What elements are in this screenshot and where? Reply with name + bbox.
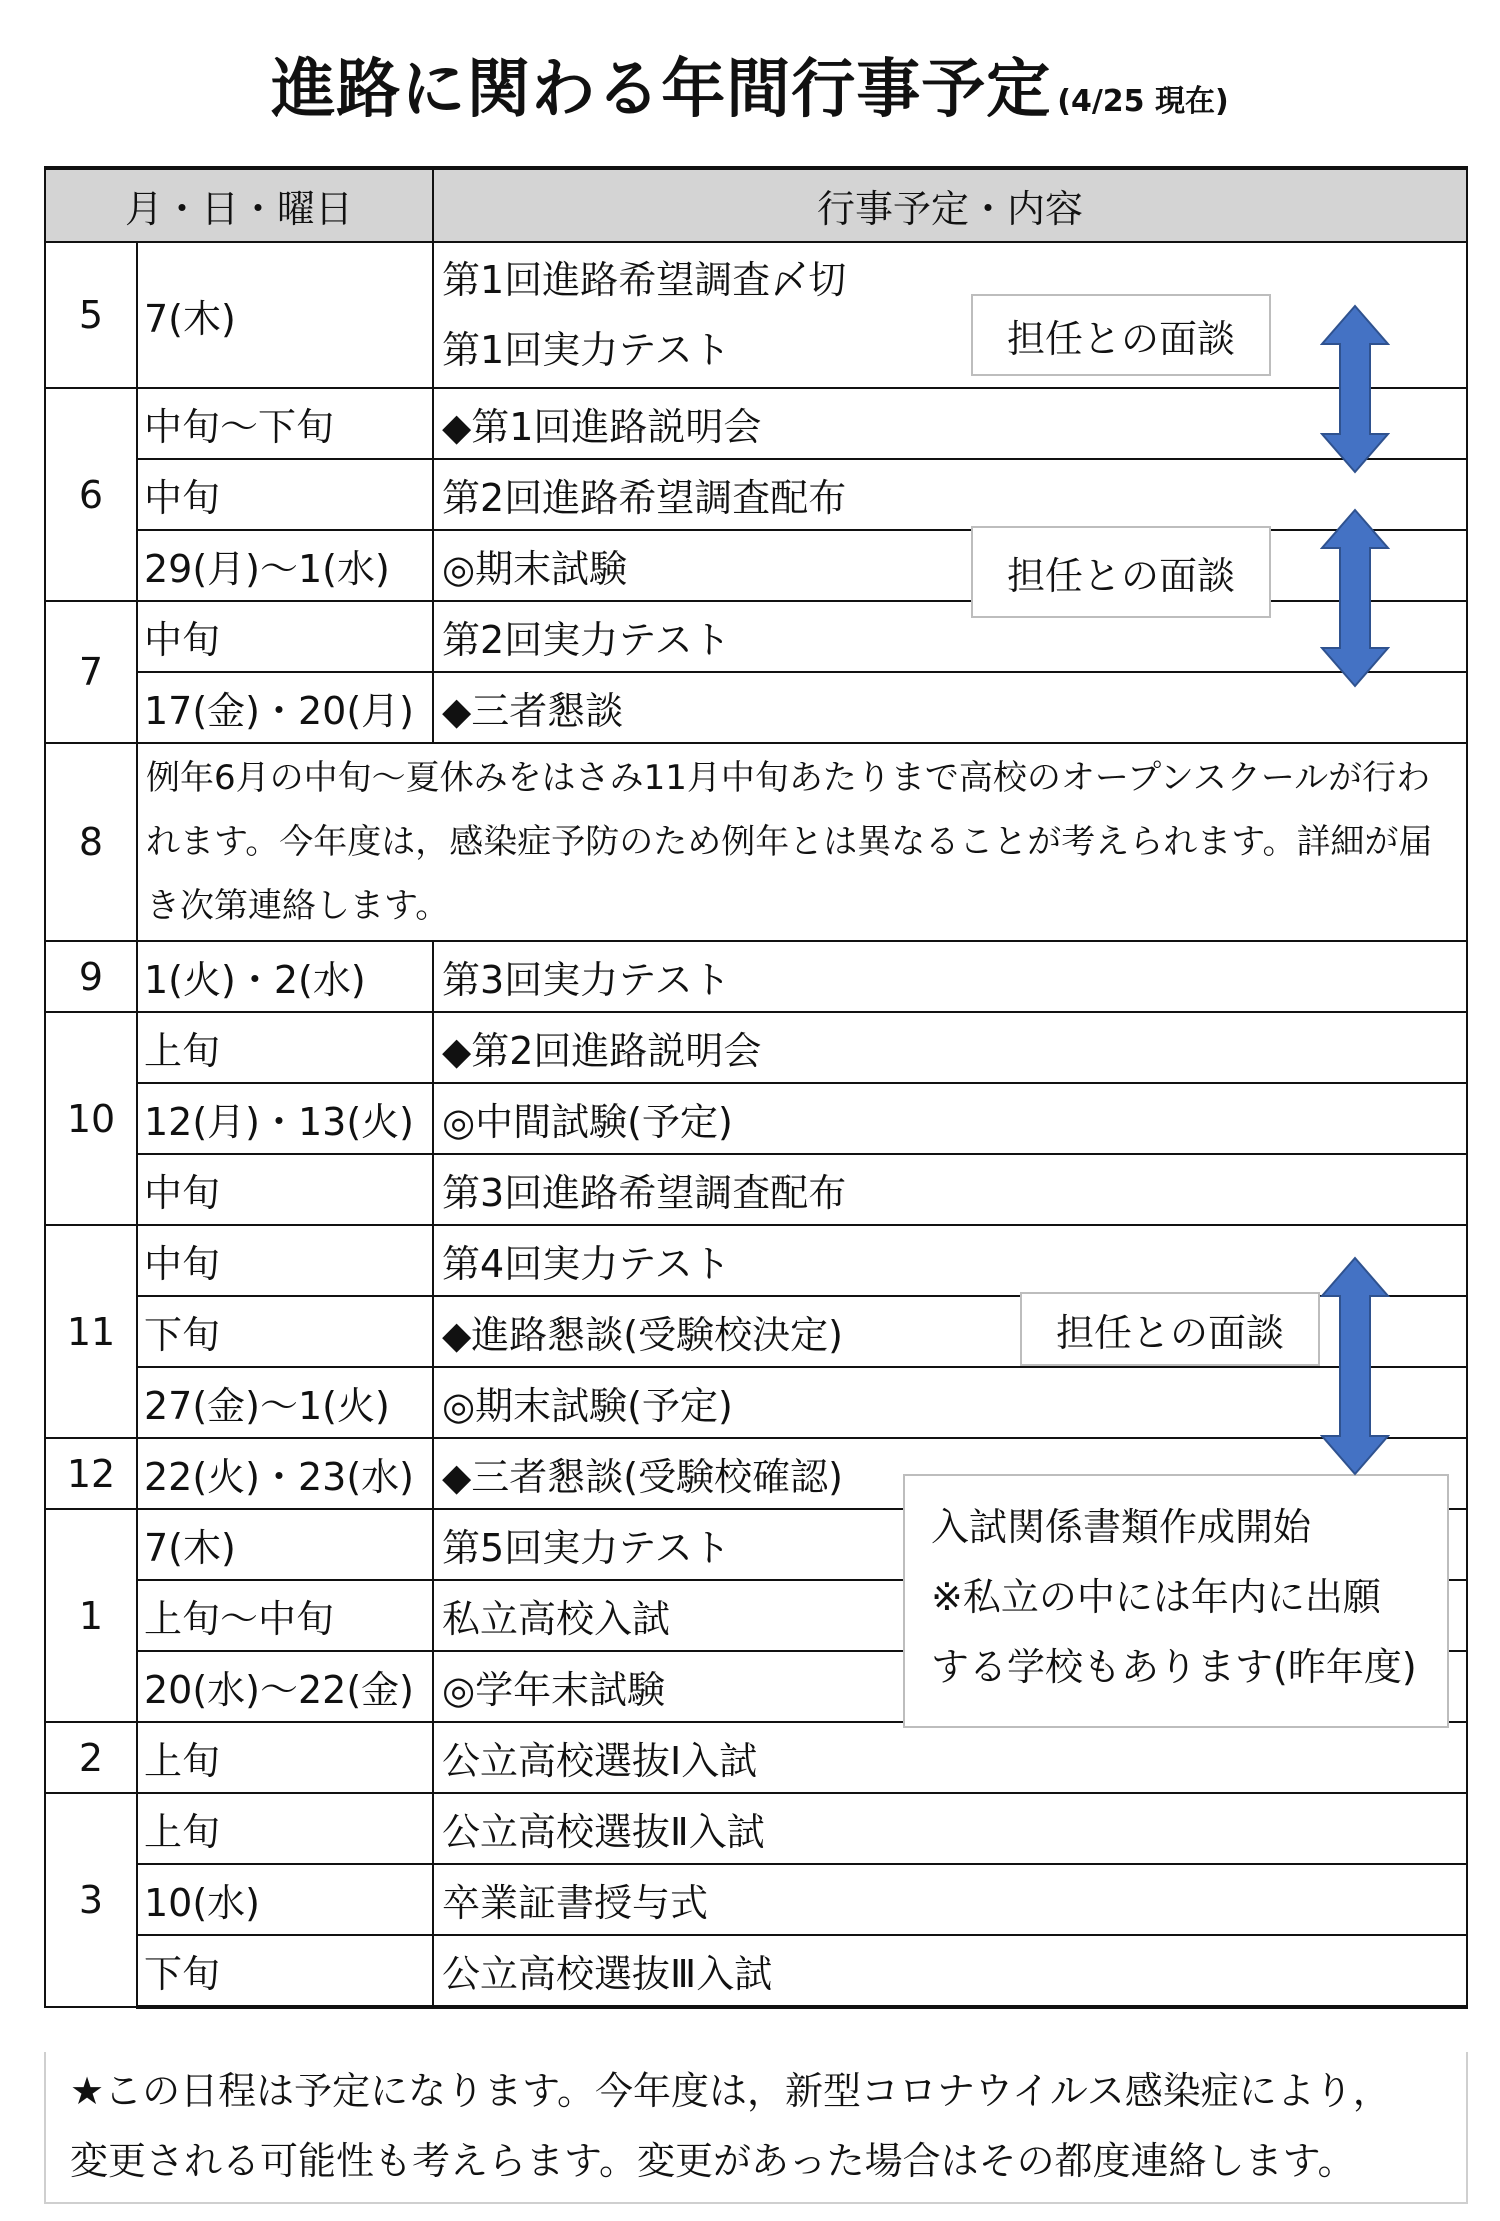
table-row [45, 672, 1467, 743]
event-cell: 私立高校入試 [433, 1580, 1467, 1651]
month-cell: 10 [45, 1012, 137, 1225]
table-row [45, 388, 1467, 459]
teacher-meeting-callout: 担任との面談 [971, 294, 1271, 376]
date-cell: 17(金)・20(月) [137, 672, 433, 743]
double-arrow-icon [1320, 1256, 1390, 1476]
event-line: 第1回進路希望調査〆切 [442, 258, 847, 302]
date-cell: 中旬 [137, 459, 433, 530]
table-row [45, 1935, 1467, 2007]
callout-line: ※私立の中には年内に出願 [931, 1575, 1381, 1619]
table-row [45, 941, 1467, 1012]
callout-line: する学校もあります(昨年度) [931, 1645, 1417, 1689]
date-cell: 下旬 [137, 1935, 433, 2007]
event-line: 第1回実力テスト [442, 328, 731, 372]
event-cell: ◆進路懇談(受験校決定) [433, 1296, 1467, 1367]
event-cell: 公立高校選抜Ⅲ入試 [433, 1935, 1467, 2007]
month-cell: 2 [45, 1722, 137, 1793]
date-cell: 1(火)・2(水) [137, 941, 433, 1012]
header-date: 月・日・曜日 [45, 168, 433, 242]
table-header-row [45, 168, 1467, 242]
month-cell: 7 [45, 601, 137, 743]
date-cell: 下旬 [137, 1296, 433, 1367]
date-cell: 中旬 [137, 1154, 433, 1225]
event-cell: 第2回実力テスト [433, 601, 1467, 672]
date-cell: 20(水)〜22(金) [137, 1651, 433, 1722]
event-cell [433, 242, 1467, 388]
table-row [45, 1083, 1467, 1154]
page-title [0, 38, 1500, 130]
title-main: 進路に関わる年間行事予定 [271, 53, 1052, 127]
date-cell: 29(月)〜1(水) [137, 530, 433, 601]
date-cell: 27(金)〜1(火) [137, 1367, 433, 1438]
event-cell: 卒業証書授与式 [433, 1864, 1467, 1935]
event-cell: 第3回実力テスト [433, 941, 1467, 1012]
table-row [45, 1864, 1467, 1935]
date-cell: 中旬 [137, 601, 433, 672]
table-row [45, 459, 1467, 530]
event-cell: 第5回実力テスト [433, 1509, 1467, 1580]
schedule-table [44, 166, 1468, 2009]
table-row [45, 1367, 1467, 1438]
table-row [45, 1722, 1467, 1793]
table-row [45, 1793, 1467, 1864]
footer-note [44, 2052, 1468, 2204]
date-cell: 中旬〜下旬 [137, 388, 433, 459]
date-cell: 10(水) [137, 1864, 433, 1935]
table-row [45, 1154, 1467, 1225]
event-cell: ◎中間試験(予定) [433, 1083, 1467, 1154]
date-cell: 上旬 [137, 1722, 433, 1793]
date-cell: 中旬 [137, 1225, 433, 1296]
event-cell: 第4回実力テスト [433, 1225, 1467, 1296]
month-cell: 1 [45, 1509, 137, 1722]
double-arrow-icon [1320, 304, 1390, 474]
exam-documents-callout [903, 1474, 1449, 1728]
event-cell: 公立高校選抜Ⅰ入試 [433, 1722, 1467, 1793]
teacher-meeting-callout: 担任との面談 [1020, 1292, 1320, 1366]
event-cell: ◎期末試験 [433, 530, 1467, 601]
month-cell: 9 [45, 941, 137, 1012]
date-cell: 上旬 [137, 1012, 433, 1083]
date-cell: 22(火)・23(水) [137, 1438, 433, 1509]
title-date-note: (4/25 現在) [1057, 84, 1229, 119]
open-school-note: 例年6月の中旬〜夏休みをはさみ11月中旬あたりまで高校のオープンスクールが行われます。今年度は，感染症予防のため例年とは異なることが考えられます。詳細が届き次第連絡します。 [137, 743, 1467, 941]
event-cell: ◆第1回進路説明会 [433, 388, 1467, 459]
event-cell: 第2回進路希望調査配布 [433, 459, 1467, 530]
event-cell: ◆第2回進路説明会 [433, 1012, 1467, 1083]
date-cell: 上旬 [137, 1793, 433, 1864]
month-cell: 6 [45, 388, 137, 601]
month-cell: 12 [45, 1438, 137, 1509]
event-cell: 公立高校選抜Ⅱ入試 [433, 1793, 1467, 1864]
date-cell: 7(木) [137, 1509, 433, 1580]
month-cell: 3 [45, 1793, 137, 2007]
event-cell: ◎学年末試験 [433, 1651, 1467, 1722]
date-cell: 12(月)・13(火) [137, 1083, 433, 1154]
date-cell: 7(木) [137, 242, 433, 388]
table-row [45, 1012, 1467, 1083]
date-cell: 上旬〜中旬 [137, 1580, 433, 1651]
teacher-meeting-callout: 担任との面談 [971, 526, 1271, 618]
event-cell: 第3回進路希望調査配布 [433, 1154, 1467, 1225]
footer-line: 変更される可能性も考えらます。変更があった場合はその都度連絡します。 [70, 2139, 1356, 2183]
month-cell: 8 [45, 743, 137, 941]
event-cell: ◎期末試験(予定) [433, 1367, 1467, 1438]
header-event: 行事予定・内容 [433, 168, 1467, 242]
event-cell: ◆三者懇談(受験校確認) [433, 1438, 1467, 1509]
table-row [45, 1225, 1467, 1296]
callout-line: 入試関係書類作成開始 [931, 1505, 1312, 1549]
month-cell: 5 [45, 242, 137, 388]
event-cell: ◆三者懇談 [433, 672, 1467, 743]
double-arrow-icon [1320, 508, 1390, 688]
footer-line: ★この日程は予定になります。今年度は，新型コロナウイルス感染症により， [70, 2069, 1391, 2113]
month-cell: 11 [45, 1225, 137, 1438]
